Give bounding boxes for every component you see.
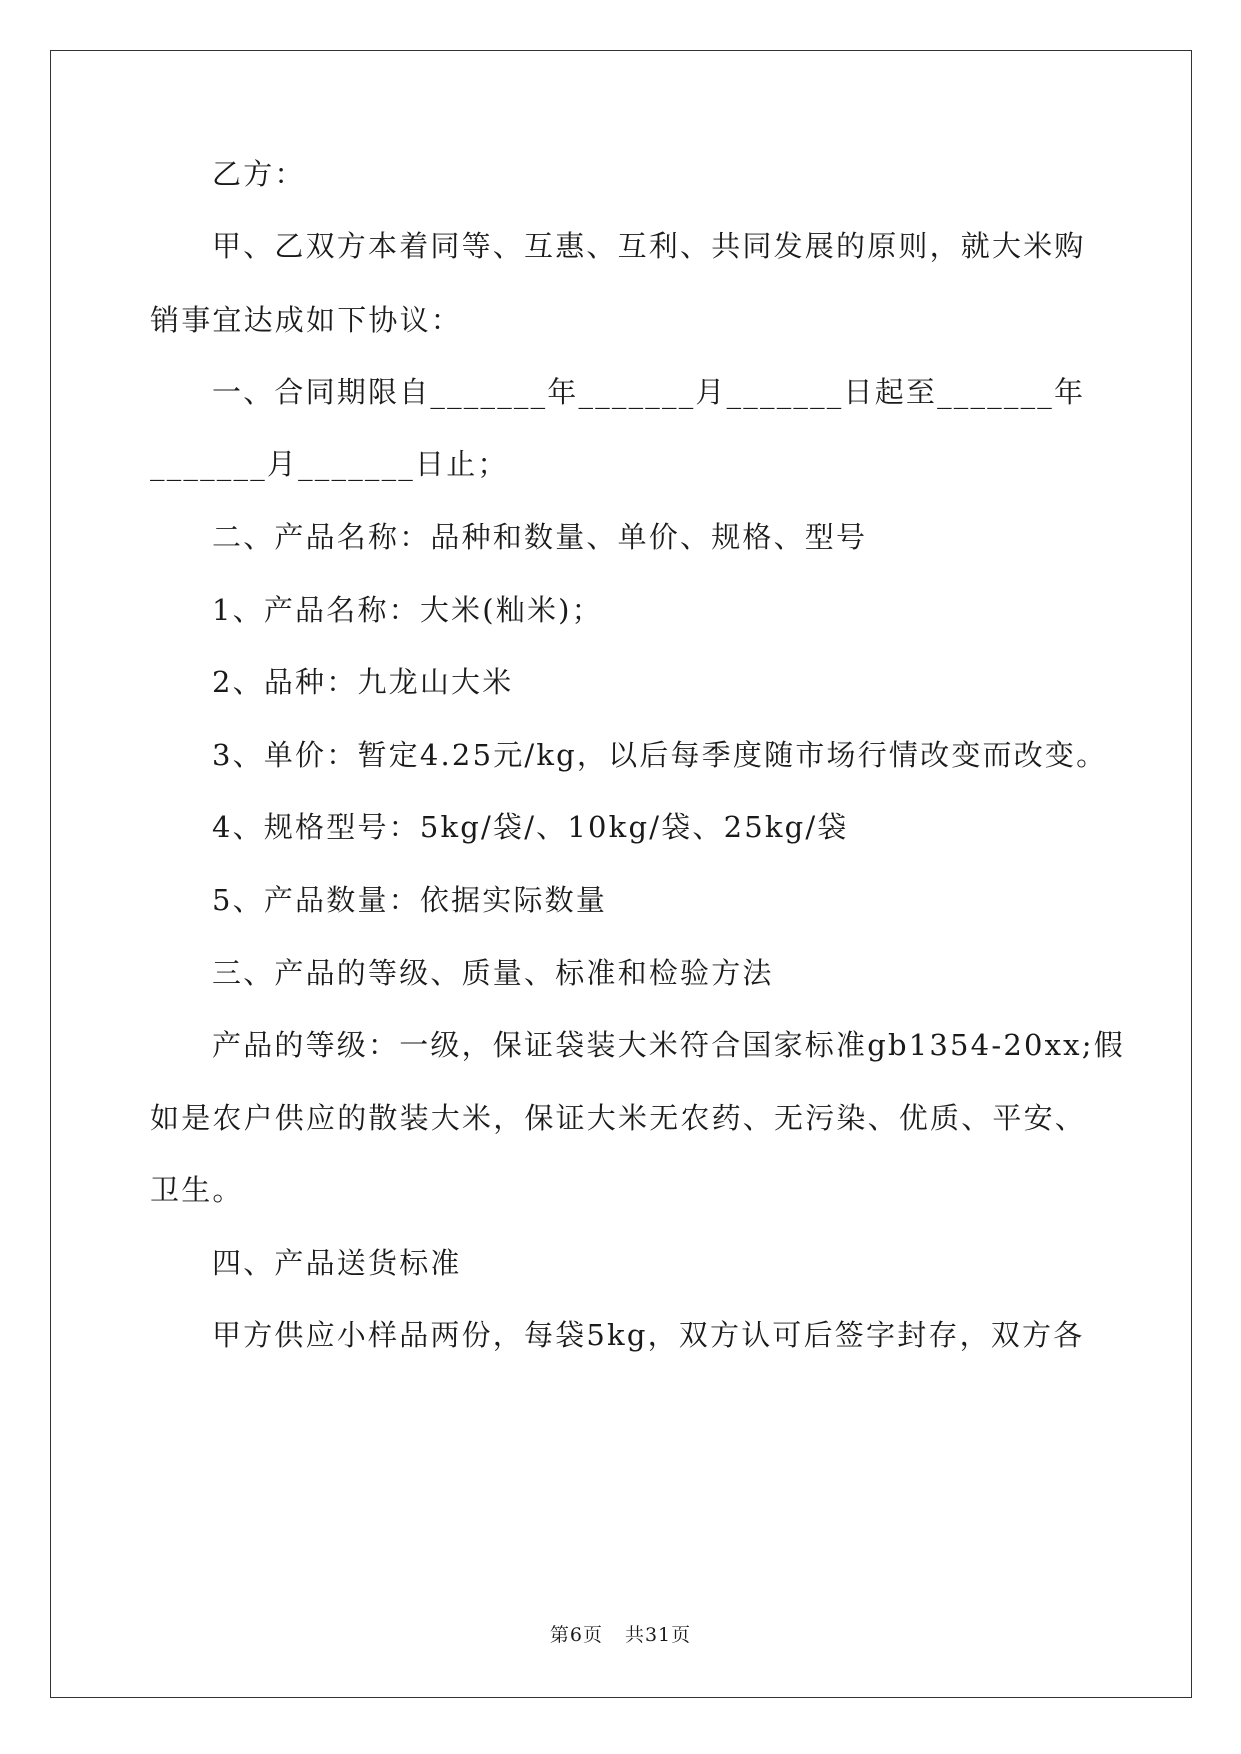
paragraph-term-cont: _______月_______日止；: [150, 447, 509, 481]
section-heading-quality: 三、产品的等级、质量、标准和检验方法: [212, 956, 774, 990]
paragraph-grade: 产品的等级：一级，保证袋装大米符合国家标准gb1354-20xx;假: [212, 1028, 1125, 1062]
list-item-spec: 4、规格型号：5kg/袋/、10kg/袋、25kg/袋: [212, 810, 849, 844]
paragraph-party-b: 乙方：: [212, 157, 306, 191]
paragraph-intro-cont: 销事宜达成如下协议：: [150, 303, 463, 337]
page-total: 共31页: [624, 1624, 692, 1646]
list-item-variety: 2、品种：九龙山大米: [212, 665, 514, 699]
section-heading-delivery: 四、产品送货标准: [212, 1246, 462, 1280]
paragraph-term: 一、合同期限自_______年_______月_______日起至_______年: [212, 375, 1086, 409]
list-item-product-name: 1、产品名称：大米(籼米)；: [212, 593, 603, 627]
page-border: [50, 50, 1192, 1698]
section-heading-product: 二、产品名称：品种和数量、单价、规格、型号: [212, 520, 868, 554]
paragraph-grade-cont: 如是农户供应的散装大米，保证大米无农药、无污染、优质、平安、: [150, 1101, 1087, 1135]
list-item-quantity: 5、产品数量：依据实际数量: [212, 883, 608, 917]
page-number: 第6页: [549, 1624, 603, 1646]
paragraph-sample: 甲方供应小样品两份，每袋5kg，双方认可后签字封存，双方各: [212, 1318, 1085, 1352]
paragraph-grade-end: 卫生。: [150, 1173, 244, 1207]
list-item-unit-price: 3、单价：暂定4.25元/kg，以后每季度随市场行情改变而改变。: [212, 738, 1108, 772]
paragraph-intro: 甲、乙双方本着同等、互惠、互利、共同发展的原则，就大米购: [212, 229, 1086, 263]
page-footer: [0, 1620, 1241, 1647]
